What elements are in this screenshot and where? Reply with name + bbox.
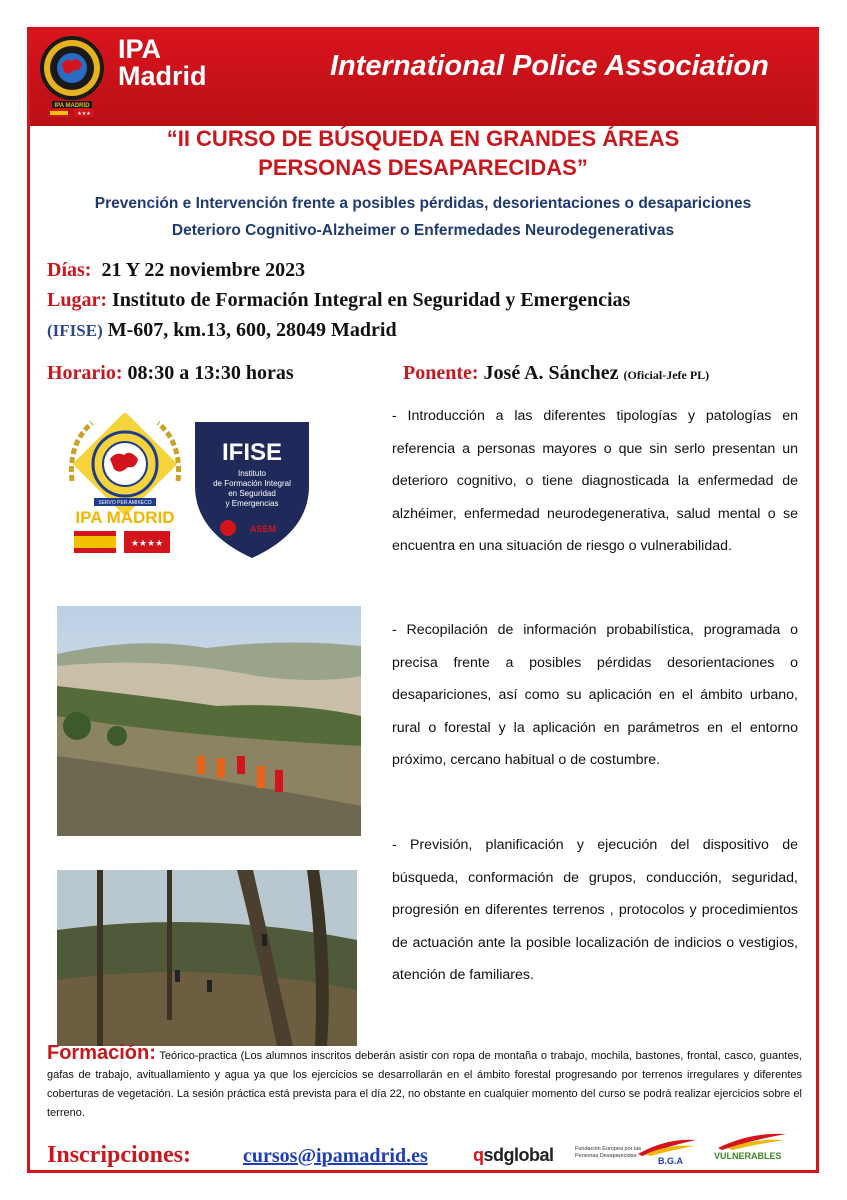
qsdglobal-logo xyxy=(473,1145,642,1166)
logo-text: IPA MADRID xyxy=(54,103,90,109)
dias-value: 21 Y 22 noviembre 2023 xyxy=(101,259,306,281)
inscripciones-label: Inscripciones: xyxy=(47,1142,191,1168)
ponente-value: José A. Sánchez xyxy=(483,362,619,384)
ponente-row xyxy=(403,362,709,385)
ifise-title: IFISE xyxy=(221,439,283,466)
content-para-prevision: - Previsión, planificación y ejecución del dispositivo de búsqueda, conformación de grupos, conducción, seguridad, progresión en diferentes terrenos , protocolos y procedimientos de actuación ante la posible localización de indicios o vestigios, atención de familiares. xyxy=(392,837,798,983)
content-para-recopilacion: - Recopilación de información probabilística, programada o precisa frente a posibles pérdidas desorientaciones o desapariciones, así como su aplicación en el ámbito urbano, rural o forestal y la aplicación en parámetros en el entorno próximo, cercano habitual o de costumbre. xyxy=(392,622,798,768)
ipa-madrid-logo-icon xyxy=(36,34,108,118)
qsd-subtitle: Fundación Europea por las Personas Desaparecidas xyxy=(575,1146,642,1159)
qsd-q: q xyxy=(473,1145,484,1165)
landscape-hiking-photo xyxy=(57,606,361,836)
address-row xyxy=(47,319,397,342)
ifise-sub4: y Emergencias xyxy=(225,499,279,508)
asem-text: ASEM xyxy=(249,524,277,534)
qsd-rest: sdglobal xyxy=(483,1145,554,1165)
ifise-label: (IFISE) xyxy=(47,321,103,340)
formacion-text: Teórico-practica (Los alumnos inscritos deberán asistir con ropa de montaña o trabajo, mochila, bastones, frontal, casco, guantes, gafas de trabajo, avituallamiento y agua ya que los ejercicios se desarrollarán en el ámbito forestal progresando por terrenos irregulares y diferentes coberturas de vegetación. La sesión práctica está prevista para el día 22, no obstante en cualquier momento del curso se podrá realizar ejercicios sobre el terreno. xyxy=(47,1050,802,1119)
ifise-sub1: Instituto xyxy=(237,469,267,478)
subtitle-line1: Prevención e Intervención frente a posibles pérdidas, desorientaciones o desapariciones xyxy=(94,195,752,212)
vulnerables-logo-icon xyxy=(716,1132,788,1150)
ponente-role: (Oficial-Jefe PL) xyxy=(623,368,710,382)
course-title-line1: “II CURSO DE BÚSQUEDA EN GRANDES ÁREAS xyxy=(166,126,680,151)
vulnerables-text: VULNERABLES xyxy=(714,1151,782,1161)
poster xyxy=(27,27,819,1173)
lugar-label: Lugar: xyxy=(47,289,107,311)
email-link[interactable]: cursos@ipamadrid.es xyxy=(243,1145,428,1167)
ifise-sub3: en Seguridad xyxy=(228,489,276,498)
ipa-line: IPA xyxy=(118,34,162,64)
formacion-label: Formación: xyxy=(47,1042,156,1064)
ifise-shield-icon xyxy=(191,416,313,562)
bga-logo-icon xyxy=(636,1136,698,1158)
subtitle-line2: Deterioro Cognitivo-Alzheimer o Enfermedades Neurodegenerativas xyxy=(171,222,675,239)
bga-text: B.G.A xyxy=(658,1156,684,1166)
header-banner xyxy=(30,30,816,126)
ponente-label: Ponente: xyxy=(403,362,479,384)
ifise-sub2: de Formación Integral xyxy=(213,479,291,488)
svg-text:★★★: ★★★ xyxy=(77,111,91,117)
forest-search-photo xyxy=(57,870,357,1046)
horario-row xyxy=(47,362,294,385)
course-title-line2: PERSONAS DESAPARECIDAS” xyxy=(258,155,588,180)
ipa-madrid-title xyxy=(118,36,207,90)
association-name: International Police Association xyxy=(330,50,769,82)
ipa-badge-text: IPA MADRID xyxy=(75,508,175,527)
ipa-motto: SERVO PER AMIKECO xyxy=(98,500,152,506)
svg-text:★★★★: ★★★★ xyxy=(130,538,164,548)
address-value: M-607, km.13, 600, 28049 Madrid xyxy=(107,319,397,341)
dias-label: Días: xyxy=(47,259,92,281)
lugar-row xyxy=(47,289,630,312)
formacion-block xyxy=(47,1044,802,1123)
madrid-line: Madrid xyxy=(118,61,207,91)
ipa-badge-icon xyxy=(64,413,186,563)
dias-row xyxy=(47,259,305,282)
horario-label: Horario: xyxy=(47,362,123,384)
lugar-value: Instituto de Formación Integral en Seguridad y Emergencias xyxy=(112,289,631,311)
content-para-introduccion: - Introducción a las diferentes tipologías y patologías en referencia a personas mayores o que sin serlo presentan un deterioro cognitivo, o tiene diagnosticada la enfermedad de alzhéimer, enfermedad neurodegenerativa, salud mental o se encuentra en una situación de riesgo o vulnerabilidad. xyxy=(392,408,798,554)
horario-value: 08:30 a 13:30 horas xyxy=(127,362,294,384)
